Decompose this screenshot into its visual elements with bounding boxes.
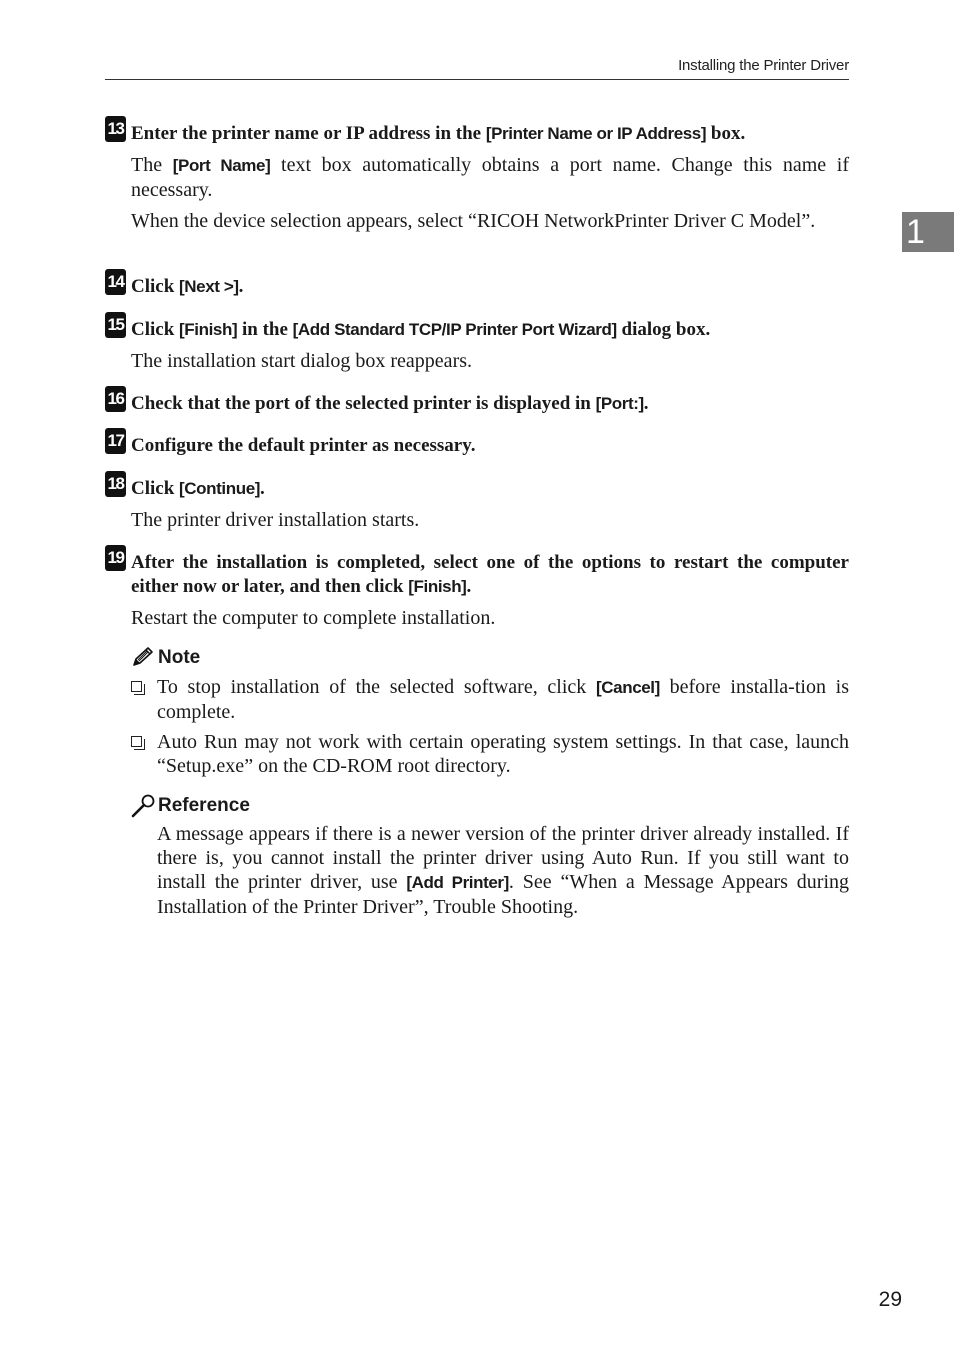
text-run: . [260, 478, 265, 499]
reference-heading-label: Reference [158, 795, 250, 816]
text-run: before installa-tion is complete. [157, 676, 849, 723]
step-title [131, 477, 849, 501]
text-run: Enter the printer name or IP address in the [131, 123, 486, 144]
magnifier-icon [131, 794, 157, 818]
text-run: Click [131, 478, 180, 499]
text-run: text box automatically obtains a port name. Change this name if necessary. [131, 154, 850, 201]
text-run: The installation start dialog box reappears. [131, 350, 473, 372]
text-run: Check that the port of the selected printer is displayed in [131, 393, 596, 414]
text-run: . [238, 276, 244, 297]
ui-label: [Printer Name or IP Address] [485, 124, 707, 143]
text-run: After the installation is completed, select one of the options to restart the computer either now or later, and then click [131, 552, 849, 597]
ui-label: [Cancel] [596, 678, 660, 697]
text-run: Click [131, 276, 180, 297]
text-run: Auto Run may not work with certain operating system settings. In that case, launch “Setup.exe” on the CD-ROM root directory. [157, 731, 849, 777]
text-run: Click [131, 319, 180, 340]
step-number: 15 [105, 312, 126, 338]
chapter-tab: 1 [902, 212, 954, 252]
step-title [131, 551, 849, 599]
step-number: 19 [105, 545, 126, 571]
step-title [131, 318, 849, 342]
step-title [131, 122, 849, 146]
step-number: 18 [105, 471, 126, 497]
step-body-paragraph [131, 508, 849, 532]
note-item-text [157, 675, 849, 724]
step-body-paragraph [131, 153, 849, 202]
text-run: The printer driver installation starts. [131, 509, 420, 531]
text-run: box. [706, 123, 746, 144]
step-number: 14 [105, 269, 126, 295]
step-title [131, 392, 849, 416]
note-item [131, 730, 849, 778]
text-run: When the device selection appears, select “RICOH NetworkPrinter Driver C Model”. [131, 210, 816, 232]
checkbox-bullet-icon [131, 681, 142, 692]
text-run: Restart the computer to complete installation. [131, 607, 496, 629]
note-heading-label: Note [158, 647, 201, 668]
ui-label: [Add Standard TCP/IP Printer Port Wizard] [292, 320, 617, 339]
text-run: . [643, 393, 649, 414]
step-number: 17 [105, 428, 126, 454]
step-body-paragraph [131, 209, 849, 233]
reference-text [157, 822, 849, 919]
page-header-title: Installing the Printer Driver [678, 57, 849, 74]
text-run: To stop installation of the selected software, click [157, 676, 597, 698]
step-body-paragraph [131, 606, 849, 630]
ui-label: [Continue] [179, 479, 261, 498]
text-run: . See “When a Message Appears during Installation of the Printer Driver”, Trouble Shooting. [157, 871, 849, 918]
step-number: 16 [105, 386, 126, 412]
text-run: The [131, 154, 173, 176]
step-title [131, 434, 849, 458]
checkbox-bullet-icon [131, 736, 142, 747]
ui-label: [Port Name] [172, 156, 271, 175]
step-number: 13 [105, 116, 126, 142]
note-item-text [157, 730, 849, 778]
ui-label: [Finish] [408, 577, 467, 596]
page-number: 29 [878, 1288, 902, 1311]
text-run: in the [237, 319, 293, 340]
text-run: dialog box. [616, 319, 711, 340]
step-title [131, 275, 849, 299]
header-rule [105, 79, 849, 80]
text-run: A message appears if there is a newer version of the printer driver already installed. If there is, you cannot install the printer driver using Auto Run. If you still want to install the printer driver, use [157, 823, 849, 893]
note-item [131, 675, 849, 723]
note-heading [131, 646, 331, 672]
ui-label: [Add Printer] [406, 873, 509, 892]
text-run: . [466, 576, 472, 597]
step-body-paragraph [131, 349, 849, 373]
text-run: Configure the default printer as necessary. [131, 435, 476, 456]
ui-label: [Port:] [595, 394, 644, 413]
ui-label: [Finish] [179, 320, 238, 339]
pencil-icon [131, 646, 155, 668]
ui-label: [Next >] [179, 277, 239, 296]
reference-heading [131, 794, 351, 820]
